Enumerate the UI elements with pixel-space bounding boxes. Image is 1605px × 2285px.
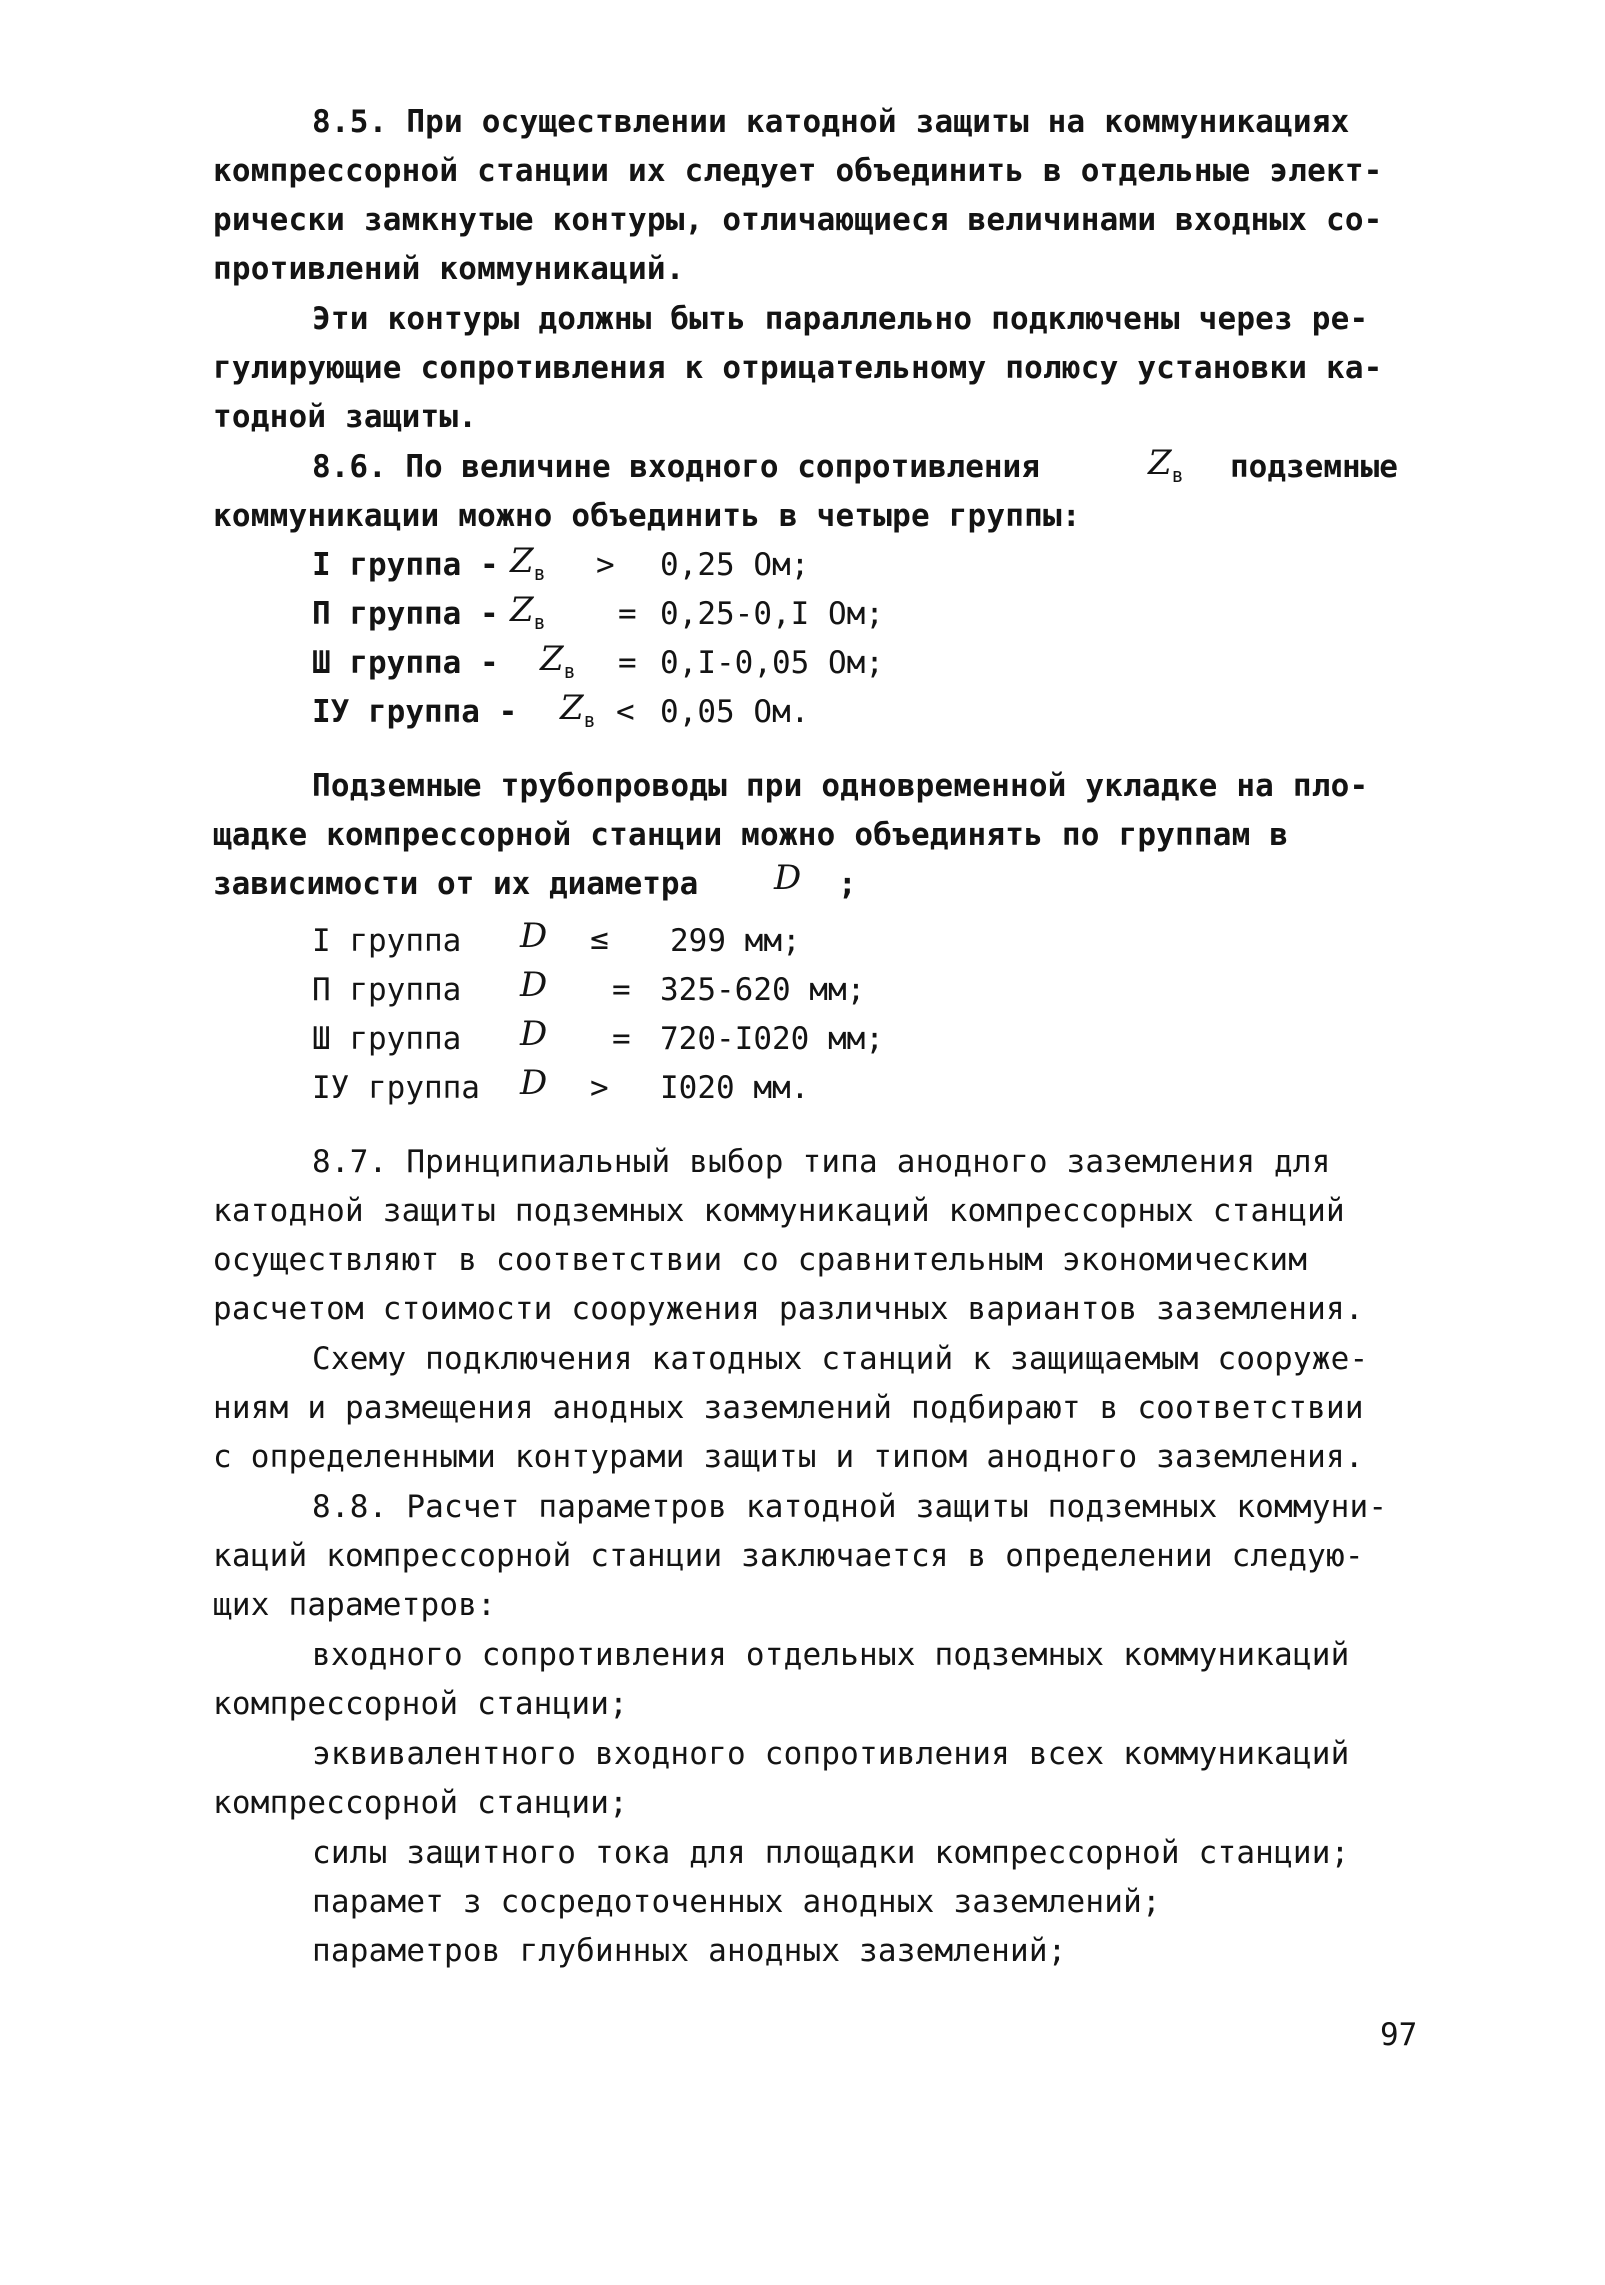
p88-item-1: входного сопротивления отдельных подземных коммуникаций (312, 1637, 1350, 1673)
z-group-4-label: IУ группа - (312, 694, 518, 730)
p85-line-3: рически замкнутые контуры, отличающиеся величинами входных со- (213, 202, 1383, 238)
z-group-3-symbol: $Z_в$ (540, 639, 576, 683)
p85-line-4: противлений коммуникаций. (213, 251, 685, 287)
d-group-4-op: > (590, 1070, 609, 1106)
d-group-3-symbol: D (520, 1014, 548, 1054)
p86b-line-2: щадке компрессорной станции можно объединять по группам в (213, 817, 1289, 853)
p85b-line-2: гулирующие сопротивления к отрицательному полюсу установки ка- (213, 350, 1383, 386)
p86-line-1-text: 8.6. По величине входного сопротивления (312, 449, 1040, 485)
d-group-1-value: 299 мм; (670, 923, 801, 959)
p87b-line-2: ниям и размещения анодных заземлений подбирают в соответствии (213, 1390, 1364, 1426)
z-group-2-label: П группа - (312, 596, 499, 632)
p86b-line-3-end: ; (838, 866, 857, 902)
z-group-4-op: < (616, 694, 635, 730)
p88-line-2: каций компрессорной станции заключается в определении следую- (213, 1538, 1364, 1574)
p86-line-2: коммуникации можно объединить в четыре группы: (213, 498, 1081, 534)
d-group-2-value: 325-620 мм; (660, 972, 866, 1008)
d-group-2-symbol: D (520, 965, 548, 1005)
p87-line-4: расчетом стоимости сооружения различных вариантов заземления. (213, 1291, 1364, 1327)
d-group-1-symbol: D (520, 916, 548, 956)
p88-line-3: щих параметров: (213, 1587, 496, 1623)
p87-line-2: катодной защиты подземных коммуникаций компрессорных станций (213, 1193, 1345, 1229)
p87b-line-1: Схему подключения катодных станций к защищаемым сооруже- (312, 1341, 1369, 1377)
z-group-2-op: = (618, 596, 637, 632)
z-symbol: $Z_в$ (1148, 443, 1184, 487)
z-group-1-value: 0,25 Ом; (660, 547, 810, 583)
p85b-line-1: Эти контуры должны быть параллельно подключены через ре- (312, 301, 1369, 337)
p85b-line-3: тодной защиты. (213, 399, 478, 435)
d-group-1-label: I группа (312, 923, 462, 959)
z-group-2-symbol: $Z_в$ (510, 590, 546, 634)
p88-item-1-cont: компрессорной станции; (213, 1686, 628, 1722)
d-group-4-symbol: D (520, 1063, 548, 1103)
p88-line-1: 8.8. Расчет параметров катодной защиты подземных коммуни- (312, 1489, 1388, 1525)
d-group-1-op: ≤ (590, 921, 609, 957)
z-group-3-value: 0,I-0,05 Ом; (660, 645, 884, 681)
p86-line-1-end: подземные (1230, 449, 1398, 485)
z-group-1-op: > (596, 547, 615, 583)
z-group-3-label: Ш группа - (312, 645, 499, 681)
d-group-3-op: = (612, 1021, 631, 1057)
d-group-3-label: Ш группа (312, 1021, 462, 1057)
d-group-2-label: П группа (312, 972, 462, 1008)
d-group-3-value: 720-I020 мм; (660, 1021, 884, 1057)
p86b-line-3-text: зависимости от их диаметра (213, 866, 699, 902)
p88-item-2-cont: компрессорной станции; (213, 1785, 628, 1821)
z-group-3-op: = (618, 645, 637, 681)
p86b-line-1: Подземные трубопроводы при одновременной укладке на пло- (312, 768, 1369, 804)
d-group-2-op: = (612, 972, 631, 1008)
p85-line-1: 8.5. При осуществлении катодной защиты на коммуникациях (312, 104, 1350, 140)
p87b-line-3: с определенными контурами защиты и типом анодного заземления. (213, 1439, 1364, 1475)
z-group-1-symbol: $Z_в$ (510, 541, 546, 585)
z-group-4-symbol: $Z_в$ (560, 688, 596, 732)
p87-line-1: 8.7. Принципиальный выбор типа анодного заземления для (312, 1144, 1331, 1180)
p88-item-5: параметров глубинных анодных заземлений; (312, 1933, 1067, 1969)
page-number: 97 (1380, 2017, 1418, 2053)
d-symbol: D (774, 858, 802, 898)
p88-item-3: силы защитного тока для площадки компрессорной станции; (312, 1835, 1350, 1871)
p88-item-4: парамет з сосредоточенных анодных заземлений; (312, 1884, 1161, 1920)
d-group-4-label: IУ группа (312, 1070, 480, 1106)
d-group-4-value: I020 мм. (660, 1070, 810, 1106)
z-group-2-value: 0,25-0,I Ом; (660, 596, 884, 632)
p88-item-2: эквивалентного входного сопротивления всех коммуникаций (312, 1736, 1350, 1772)
p87-line-3: осуществляют в соответствии со сравнительным экономическим (213, 1242, 1308, 1278)
p85-line-2: компрессорной станции их следует объединить в отдельные элект- (213, 153, 1383, 189)
z-group-1-label: I группа - (312, 547, 499, 583)
z-group-4-value: 0,05 Ом. (660, 694, 810, 730)
